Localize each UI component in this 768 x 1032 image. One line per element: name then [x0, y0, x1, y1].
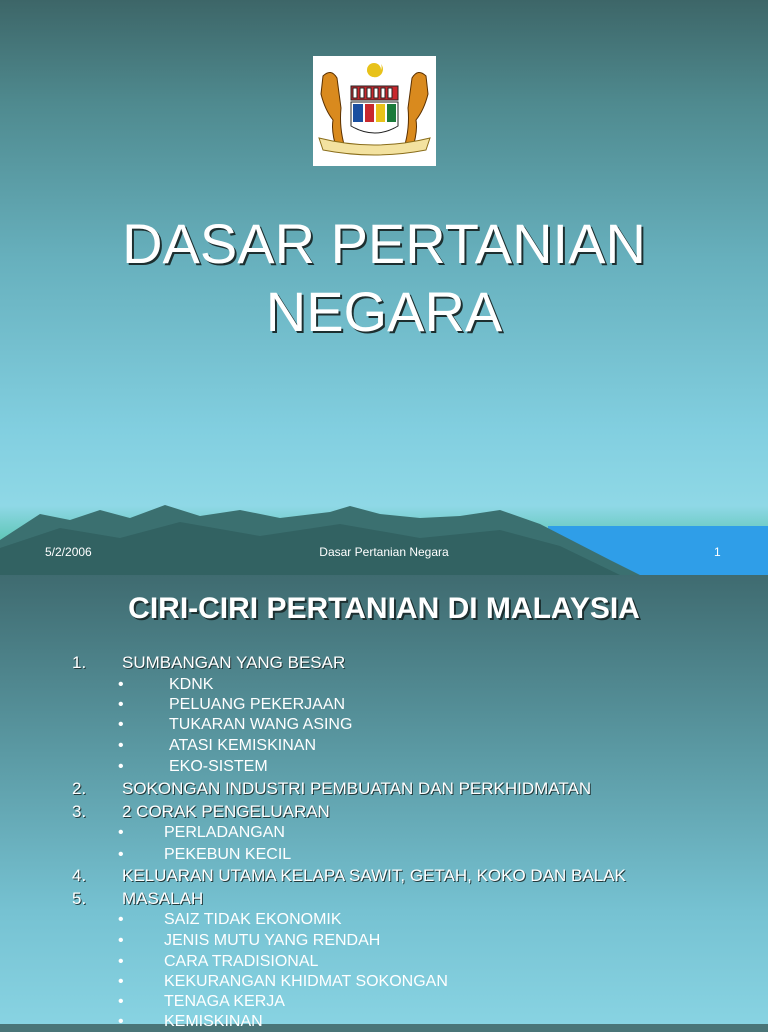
- item-text: KELUARAN UTAMA KELAPA SAWIT, GETAH, KOKO DAN BALAK: [122, 866, 626, 885]
- item-text: 2 CORAK PENGELUARAN: [122, 802, 330, 821]
- slide-title-line-1: DASAR PERTANIAN: [122, 212, 646, 275]
- footer-date: 5/2/2006: [45, 545, 92, 559]
- bullet: •: [118, 696, 124, 713]
- mountains-landscape: [0, 500, 768, 575]
- coat-of-arms-icon: [313, 56, 436, 166]
- bullet: •: [118, 758, 124, 775]
- item-text: SUMBANGAN YANG BESAR: [122, 653, 346, 672]
- bullet: •: [118, 676, 124, 693]
- footer-title: Dasar Pertanian Negara: [319, 545, 449, 559]
- item-number: 4.: [72, 866, 87, 885]
- bullet: •: [118, 1013, 124, 1030]
- item-text: KEMISKINAN: [164, 1013, 263, 1030]
- item-text: CARA TRADISIONAL: [164, 953, 319, 970]
- bullet: •: [118, 846, 124, 863]
- item-text: PERLADANGAN: [164, 824, 285, 841]
- item-text: SOKONGAN INDUSTRI PEMBUATAN DAN PERKHIDMATAN: [122, 779, 592, 798]
- bullet: •: [118, 973, 124, 990]
- slide-2: [0, 575, 768, 1024]
- item-number: 2.: [72, 779, 87, 798]
- item-text: JENIS MUTU YANG RENDAH: [164, 932, 381, 949]
- bullet: •: [118, 716, 124, 733]
- item-text: TUKARAN WANG ASING: [169, 716, 353, 733]
- item-text: KEKURANGAN KHIDMAT SOKONGAN: [164, 973, 448, 990]
- item-text: MASALAH: [122, 889, 204, 908]
- bullet: •: [118, 911, 124, 928]
- item-text: ATASI KEMISKINAN: [169, 737, 316, 754]
- footer-page-number: 1: [714, 545, 721, 559]
- item-text: SAIZ TIDAK EKONOMIK: [164, 911, 342, 928]
- item-text: EKO-SISTEM: [169, 758, 268, 775]
- bullet: •: [118, 932, 124, 949]
- item-number: 1.: [72, 653, 87, 672]
- bullet: •: [118, 953, 124, 970]
- item-text: PELUANG PEKERJAAN: [169, 696, 346, 713]
- item-text: KDNK: [169, 676, 214, 693]
- item-text: TENAGA KERJA: [164, 993, 285, 1010]
- slide-title-line-2: NEGARA: [265, 280, 503, 343]
- slide-2-title: CIRI-CIRI PERTANIAN DI MALAYSIA: [128, 592, 640, 625]
- bullet: •: [118, 824, 124, 841]
- item-text: PEKEBUN KECIL: [164, 846, 292, 863]
- bullet: •: [118, 993, 124, 1010]
- bullet: •: [118, 737, 124, 754]
- item-number: 5.: [72, 889, 87, 908]
- item-number: 3.: [72, 802, 87, 821]
